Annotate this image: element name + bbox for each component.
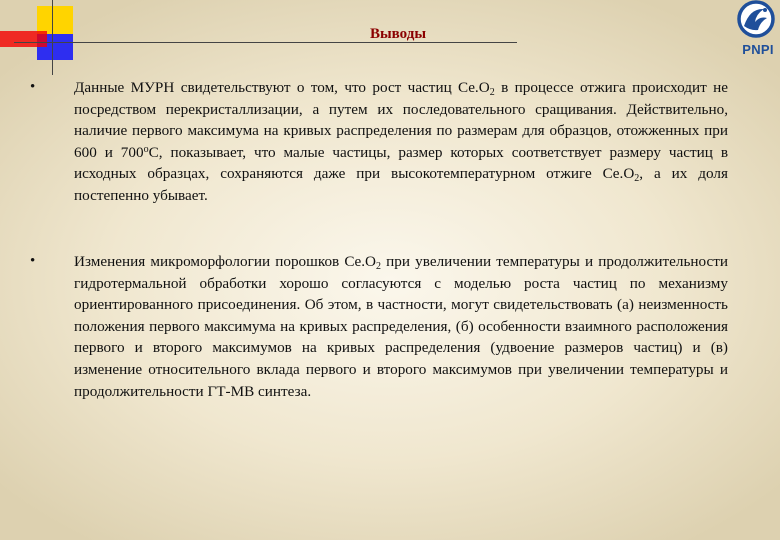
bullet-marker: •	[30, 79, 36, 95]
decor-yellow-square	[37, 6, 73, 34]
decor-vertical-line	[52, 0, 53, 75]
text-run: Данные МУРН свидетельствуют о том, что рост частиц Ce.O	[74, 79, 490, 96]
text-run: в процессе отжига происходит не посредством перекристаллизации, а путем их последовательного сращивания. Действительно, наличие первого максимума на кривых распределения по размерам для образцов, отожженных при 600 и 700	[74, 79, 728, 161]
text-run: , а их доля постепенно убывает.	[74, 165, 728, 204]
text-run: Изменения микроморфологии порошков Ce.O	[74, 253, 377, 270]
text-run: С, показывает, что малые частицы, размер которых соответствует размеру частиц в исходных образцах, сохраняются даже при высокотемпературном отжиге Ce.O	[74, 143, 728, 183]
logo-label: PNPI	[742, 42, 774, 57]
slide-title: Выводы	[369, 26, 427, 42]
subscript: 2	[634, 173, 640, 185]
subscript: 2	[376, 261, 382, 272]
decor-red-bar	[0, 31, 47, 47]
bullet-marker: •	[30, 253, 36, 269]
superscript: o	[143, 143, 149, 155]
bullet-text-1	[74, 77, 728, 207]
bullet-text-2	[74, 251, 728, 402]
subscript: 2	[489, 87, 495, 98]
text-run: при увеличении температуры и продолжительности гидротермальной обработки хорошо согласуются с моделью роста частиц по механизму ориентированного присоединения. Об этом, в частности, могут свидетельствовать (а) неизменность положения первого максимума на кривых распределения, (б) особенности взаимного расположения первого и второго максимумов на кривых распределения (удвоение размеров частиц) и (в) изменение относительного вклада первого и второго максимумов при увеличении температуры и продолжительности ГТ-МВ синтеза.	[74, 253, 728, 400]
